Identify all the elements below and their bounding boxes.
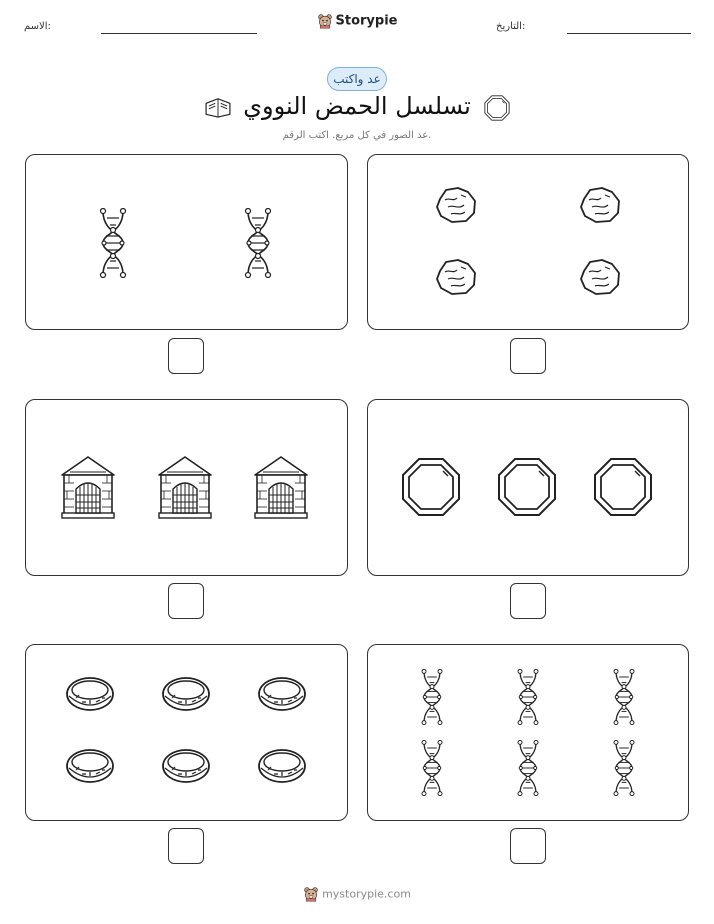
bear-icon (303, 886, 319, 902)
ring-icon (160, 674, 212, 714)
ring-icon (256, 746, 308, 786)
library-building-icon (60, 455, 116, 519)
footer (0, 886, 714, 902)
instructions-text: عد الصور في كل مربع. اكتب الرقم. (282, 130, 432, 141)
octagon-icon (401, 457, 461, 517)
counting-panel-octagons (367, 399, 689, 576)
brand-name: Storypie (335, 13, 398, 29)
date-writing-line[interactable] (567, 33, 691, 34)
counting-panel-rings (25, 644, 348, 821)
ring-icon (64, 674, 116, 714)
answer-box[interactable] (510, 583, 546, 619)
brand-logo (0, 13, 714, 29)
dna-icon (611, 740, 637, 796)
counting-panel-libraries (25, 399, 348, 576)
answer-box[interactable] (168, 828, 204, 864)
octagon-icon (484, 95, 510, 121)
dna-icon (515, 669, 541, 725)
octagon-icon (593, 457, 653, 517)
counting-panel-dna (25, 154, 348, 330)
answer-box[interactable] (510, 828, 546, 864)
rock-icon (434, 257, 478, 297)
rock-icon (434, 185, 478, 225)
rock-icon (578, 185, 622, 225)
octagon-icon (497, 457, 557, 517)
date-label: التاريخ: (496, 21, 526, 32)
answer-box[interactable] (510, 338, 546, 374)
counting-panel-rocks (367, 154, 689, 330)
answer-box[interactable] (168, 583, 204, 619)
dna-icon (243, 208, 273, 278)
dna-icon (98, 208, 128, 278)
ring-icon (256, 674, 308, 714)
name-label: الاسم: (24, 21, 51, 32)
footer-url[interactable]: mystorypie.com (322, 887, 411, 901)
dna-icon (611, 669, 637, 725)
ring-icon (64, 746, 116, 786)
library-building-icon (253, 455, 309, 519)
dna-icon (419, 740, 445, 796)
dna-icon (419, 669, 445, 725)
dna-icon (515, 740, 541, 796)
page-title: تسلسل الحمض النووي (243, 92, 471, 120)
name-writing-line[interactable] (101, 33, 257, 34)
bear-icon (317, 13, 333, 29)
library-building-icon (157, 455, 213, 519)
counting-panel-dna-six (367, 644, 689, 821)
rock-icon (578, 257, 622, 297)
activity-badge: عد واكتب (327, 67, 387, 91)
answer-box[interactable] (168, 338, 204, 374)
ring-icon (160, 746, 212, 786)
